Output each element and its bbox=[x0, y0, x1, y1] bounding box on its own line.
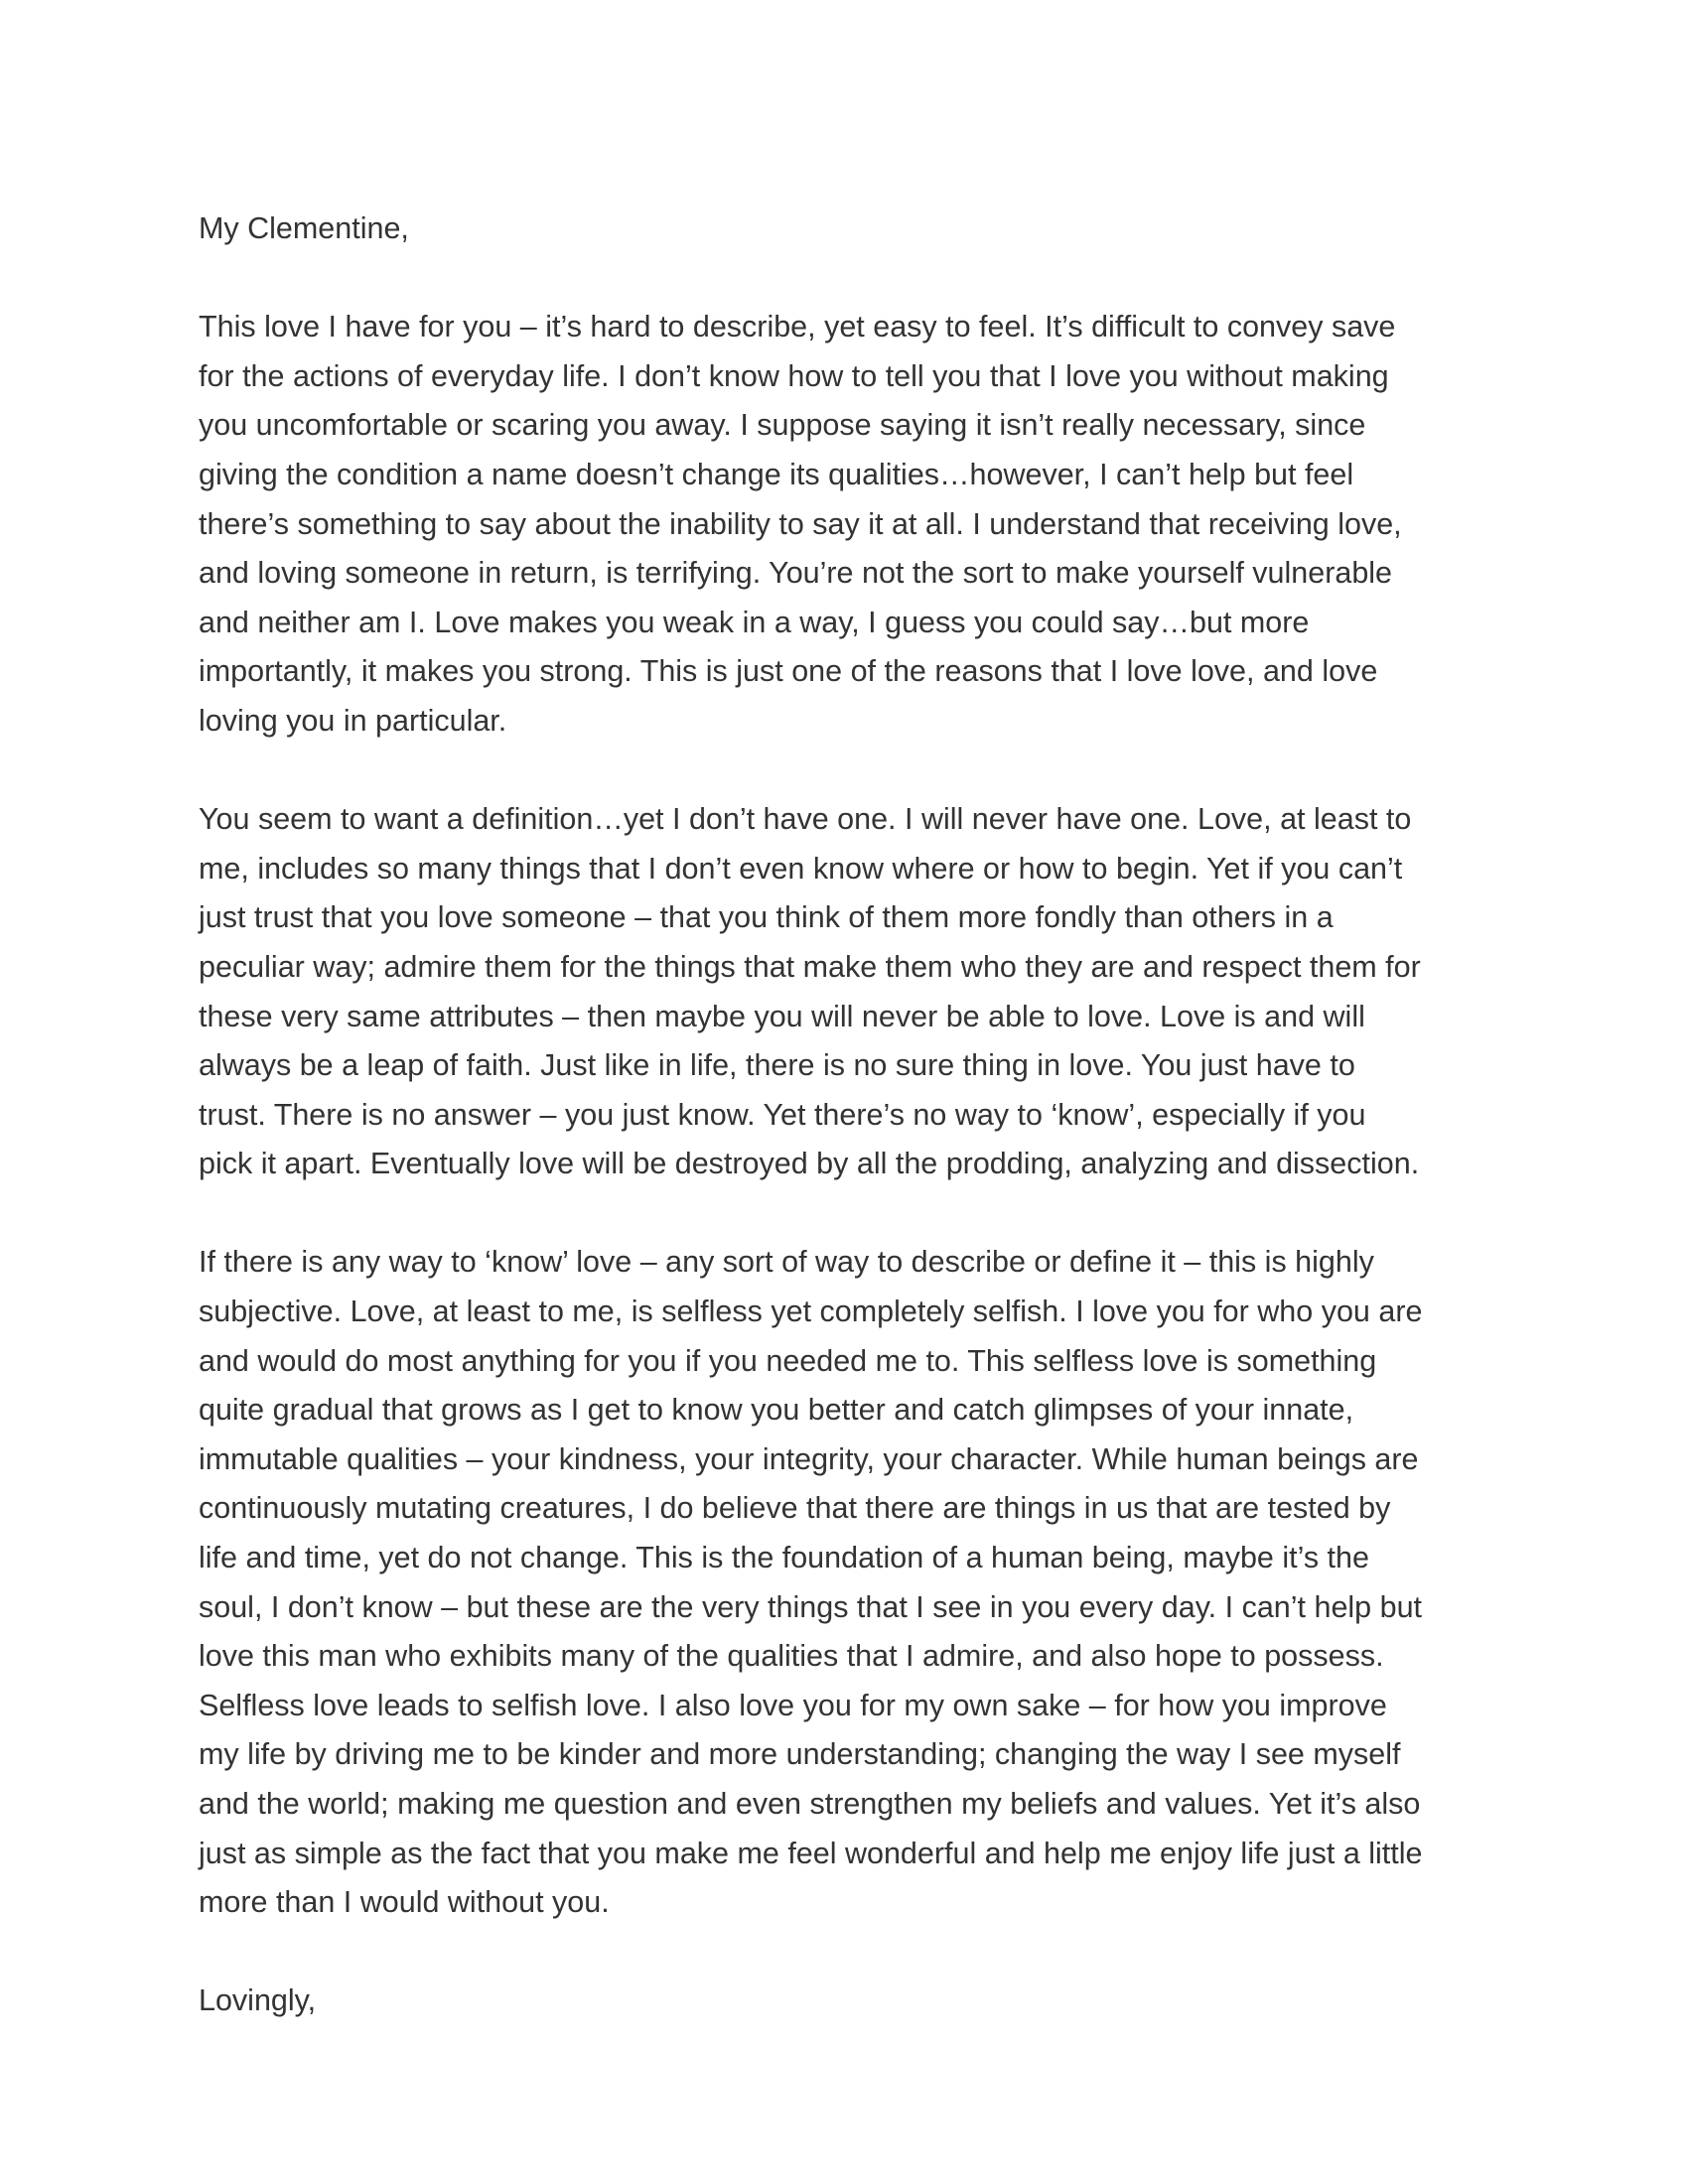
paragraph-line: just trust that you love someone – that you think of them more fondly than others in a bbox=[199, 900, 1334, 935]
paragraph-line: there’s something to say about the inability to say it at all. I understand that receiving love, bbox=[199, 506, 1402, 541]
paragraph-line: Selfless love leads to selfish love. I also love you for my own sake – for how you improve bbox=[199, 1688, 1387, 1722]
letter-paragraph bbox=[199, 795, 1489, 1189]
paragraph-line: love this man who exhibits many of the qualities that I admire, and also hope to possess. bbox=[199, 1639, 1384, 1674]
paragraph-line: continuously mutating creatures, I do believe that there are things in us that are tested by bbox=[199, 1491, 1391, 1526]
paragraph-line: pick it apart. Eventually love will be destroyed by all the prodding, analyzing and dissection. bbox=[199, 1147, 1420, 1181]
paragraph-line: If there is any way to ‘know’ love – any sort of way to describe or define it – this is highly bbox=[199, 1245, 1374, 1280]
paragraph-line: soul, I don’t know – but these are the very things that I see in you every day. I can’t help but bbox=[199, 1589, 1423, 1624]
letter-closing: Lovingly, bbox=[199, 1983, 317, 2018]
paragraph-line: quite gradual that grows as I get to know you better and catch glimpses of your innate, bbox=[199, 1393, 1354, 1428]
paragraph-line: giving the condition a name doesn’t change its qualities…however, I can’t help but feel bbox=[199, 457, 1354, 491]
paragraph-line: peculiar way; admire them for the things that make them who they are and respect them for bbox=[199, 949, 1421, 984]
paragraph-line: just as simple as the fact that you make me feel wonderful and help me enjoy life just a little bbox=[199, 1836, 1423, 1870]
paragraph-line: and would do most anything for you if you needed me to. This selfless love is something bbox=[199, 1343, 1377, 1378]
paragraph-line: my life by driving me to be kinder and more understanding; changing the way I see myself bbox=[199, 1737, 1401, 1772]
paragraph-line: life and time, yet do not change. This is the foundation of a human being, maybe it’s the bbox=[199, 1541, 1369, 1575]
paragraph-line: trust. There is no answer – you just know. Yet there’s no way to ‘know’, especially if you bbox=[199, 1097, 1366, 1132]
paragraph-line: me, includes so many things that I don’t even know where or how to begin. Yet if you can’t bbox=[199, 851, 1403, 886]
paragraph-line: these very same attributes – then maybe you will never be able to love. Love is and will bbox=[199, 999, 1365, 1033]
paragraph-line: You seem to want a definition…yet I don’t have one. I will never have one. Love, at least to bbox=[199, 802, 1412, 837]
paragraph-line: you uncomfortable or scaring you away. I suppose saying it isn’t really necessary, since bbox=[199, 408, 1366, 443]
paragraph-line: always be a leap of faith. Just like in life, there is no sure thing in love. You just have to bbox=[199, 1048, 1355, 1083]
paragraph-line: and the world; making me question and even strengthen my beliefs and values. Yet it’s also bbox=[199, 1787, 1421, 1821]
paragraph-line: for the actions of everyday life. I don’t know how to tell you that I love you without making bbox=[199, 358, 1389, 393]
paragraph-line: immutable qualities – your kindness, your integrity, your character. While human beings are bbox=[199, 1441, 1419, 1476]
paragraph-line: more than I would without you. bbox=[199, 1885, 610, 1920]
letter-body bbox=[199, 205, 1489, 2026]
paragraph-line: subjective. Love, at least to me, is selfless yet completely selfish. I love you for who you are bbox=[199, 1295, 1423, 1329]
paragraph-line: importantly, it makes you strong. This is just one of the reasons that I love love, and love bbox=[199, 654, 1378, 689]
paragraph-line: and neither am I. Love makes you weak in a way, I guess you could say…but more bbox=[199, 605, 1310, 639]
paragraph-line: loving you in particular. bbox=[199, 703, 507, 738]
letter-paragraph bbox=[199, 303, 1489, 746]
letter-paragraph bbox=[199, 1238, 1489, 1927]
paragraph-line: This love I have for you – it’s hard to describe, yet easy to feel. It’s difficult to convey save bbox=[199, 310, 1396, 344]
letter-paragraphs bbox=[199, 303, 1489, 1928]
letter-greeting: My Clementine, bbox=[199, 211, 409, 245]
paragraph-line: and loving someone in return, is terrifying. You’re not the sort to make yourself vulnerable bbox=[199, 556, 1393, 591]
